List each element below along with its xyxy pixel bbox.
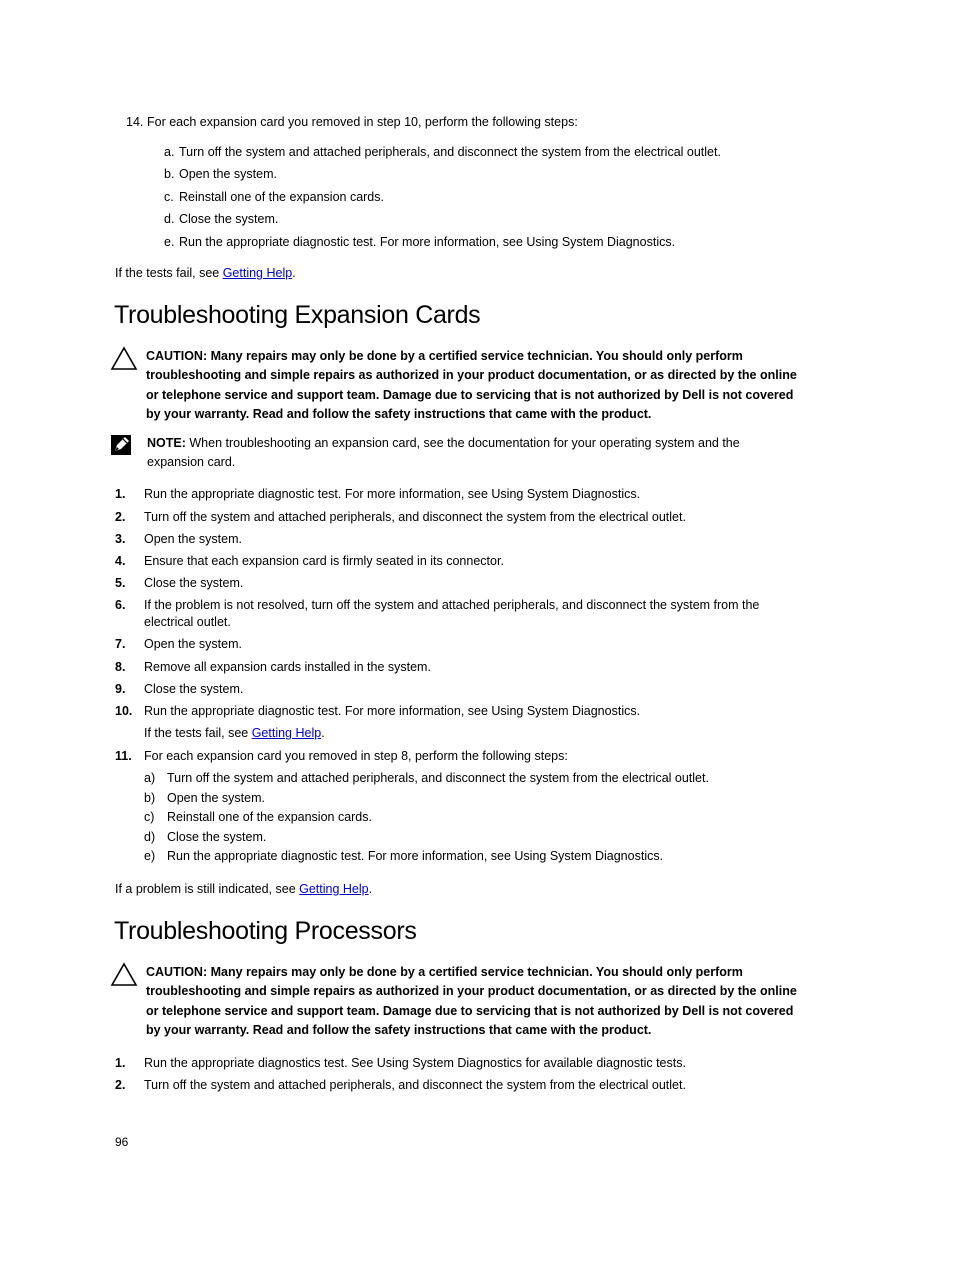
step10-fail-suffix: . — [321, 726, 325, 740]
step-number: 7. — [115, 637, 126, 651]
step-number: 1. — [115, 1056, 126, 1070]
step-14-text: For each expansion card you removed in step 10, perform the following steps: — [147, 115, 578, 129]
step-number: 5. — [115, 576, 126, 590]
step-text: Open the system. — [144, 637, 242, 651]
tests-fail-paragraph — [115, 265, 296, 281]
step-text: Turn off the system and attached peripherals, and disconnect the system from the electrical outlet. — [144, 510, 686, 524]
step-number: 2. — [115, 510, 126, 524]
substep-label: a) — [144, 771, 156, 785]
step-text: Close the system. — [144, 682, 244, 696]
note-label: NOTE: — [147, 436, 186, 450]
step-text: Run the appropriate diagnostics test. See Using System Diagnostics for available diagnostic tests. — [144, 1056, 686, 1070]
section-title-processors: Troubleshooting Processors — [114, 917, 417, 945]
substep-label: d. — [164, 212, 175, 226]
substep-text: Close the system. — [179, 212, 279, 226]
problem-prefix: If a problem is still indicated, see — [115, 882, 300, 896]
problem-suffix: . — [368, 882, 373, 896]
note-paragraph — [147, 434, 797, 472]
step-number: 10. — [115, 704, 133, 718]
getting-help-link[interactable]: Getting Help — [222, 266, 293, 280]
substep-label: c) — [144, 810, 155, 824]
getting-help-link[interactable]: Getting Help — [299, 882, 369, 896]
step-number: 1. — [115, 487, 126, 501]
caution-icon — [110, 346, 138, 371]
substep-text: Turn off the system and attached peripherals, and disconnect the system from the electrical outlet. — [167, 771, 709, 785]
step-text: If the problem is not resolved, turn off the system and attached peripherals, and disconnect the system from the electrical outlet. — [144, 598, 760, 629]
step-number: 4. — [115, 554, 126, 568]
note-text: When troubleshooting an expansion card, see the documentation for your operating system and the expansion card. — [147, 436, 740, 469]
step-text: Ensure that each expansion card is firmly seated in its connector. — [144, 554, 504, 568]
tests-fail-prefix: If the tests fail, see — [115, 266, 223, 280]
substep-text: Turn off the system and attached peripherals, and disconnect the system from the electrical outlet. — [179, 145, 721, 159]
substep-text: Reinstall one of the expansion cards. — [167, 810, 372, 824]
substep-label: b. — [164, 167, 175, 181]
step-text: Run the appropriate diagnostic test. For more information, see Using System Diagnostics. — [144, 704, 641, 718]
step-number: 3. — [115, 532, 126, 546]
substep-text: Close the system. — [167, 830, 267, 844]
substep-label: e. — [164, 235, 175, 249]
substep-text: Run the appropriate diagnostic test. For more information, see Using System Diagnostics. — [179, 235, 676, 249]
step-text: For each expansion card you removed in step 8, perform the following steps: — [144, 749, 568, 763]
step-text: Turn off the system and attached peripherals, and disconnect the system from the electrical outlet. — [144, 1078, 686, 1092]
substep-text: Run the appropriate diagnostic test. For more information, see Using System Diagnostics. — [167, 849, 664, 863]
tests-fail-suffix: . — [292, 266, 296, 280]
getting-help-link[interactable]: Getting Help — [251, 726, 322, 740]
substep-label: d) — [144, 830, 156, 844]
step-number: 9. — [115, 682, 126, 696]
substep-label: b) — [144, 791, 156, 805]
problem-indicated-paragraph — [115, 881, 372, 897]
step-number: 11. — [115, 749, 132, 763]
step-14-number: 14. — [126, 115, 144, 129]
step10-fail-prefix: If the tests fail, see — [144, 726, 252, 740]
substep-label: a. — [164, 145, 175, 159]
step-text: Run the appropriate diagnostic test. For more information, see Using System Diagnostics. — [144, 487, 641, 501]
note-icon — [110, 434, 132, 456]
step10-fail-paragraph — [144, 725, 325, 741]
caution-icon — [110, 962, 138, 987]
page-number: 96 — [115, 1135, 129, 1149]
substep-text: Open the system. — [167, 791, 265, 805]
step-number: 8. — [115, 660, 126, 674]
step-text: Close the system. — [144, 576, 244, 590]
step-number: 2. — [115, 1078, 126, 1092]
substep-label: c. — [164, 190, 174, 204]
substep-label: e) — [144, 849, 156, 863]
section-title-expansion-cards: Troubleshooting Expansion Cards — [114, 301, 481, 329]
substep-text: Open the system. — [179, 167, 277, 181]
step-text: Open the system. — [144, 532, 242, 546]
step-number: 6. — [115, 598, 126, 612]
caution-notice: CAUTION: Many repairs may only be done by a certified service technician. You should only perform troubleshooting and simple repairs as authorized in your product documentation, or as directed by the online or telephone service and support team. Damage due to servicing that is not authorized by Dell is not covered by your warranty. Read and follow the safety instructions that came with the product. — [146, 349, 797, 421]
substep-text: Reinstall one of the expansion cards. — [179, 190, 384, 204]
step-text: Remove all expansion cards installed in the system. — [144, 660, 431, 674]
caution-notice: CAUTION: Many repairs may only be done by a certified service technician. You should only perform troubleshooting and simple repairs as authorized in your product documentation, or as directed by the online or telephone service and support team. Damage due to servicing that is not authorized by Dell is not covered by your warranty. Read and follow the safety instructions that came with the product. — [146, 965, 797, 1037]
